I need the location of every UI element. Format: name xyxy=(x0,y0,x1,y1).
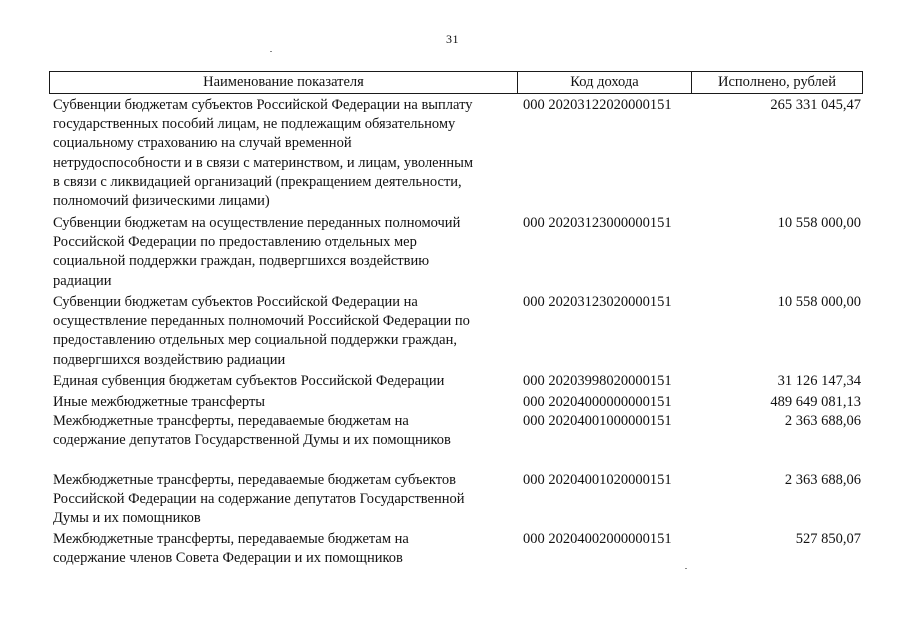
row-executed-amount: 31 126 147,34 xyxy=(777,373,861,389)
row-income-code: 000 20203998020000151 xyxy=(523,373,672,389)
row-income-code: 000 20203123020000151 xyxy=(523,294,672,310)
row-income-code: 000 20204002000000151 xyxy=(523,531,672,547)
header-code-column: Код дохода xyxy=(518,72,692,93)
row-indicator-name: Иные межбюджетные трансферты xyxy=(53,394,266,410)
row-income-code: 000 20204001000000151 xyxy=(523,413,672,429)
row-income-code: 000 20203123000000151 xyxy=(523,215,672,231)
row-indicator-name: Субвенции бюджетам на осуществление переданных полномочий Российской Федерации по предоставлению отдельных мер социальной поддержки граждан, подвергшихся воздействию радиации xyxy=(53,215,461,289)
row-indicator-name: Субвенции бюджетам субъектов Российской Федерации на осуществление переданных полномочий Российской Федерации по предоставлению отдельных мер социальной поддержки граждан, подвергшихся воздействию радиации xyxy=(53,294,470,368)
header-name-column: Наименование показателя xyxy=(50,72,518,93)
row-income-code: 000 20204000000000151 xyxy=(523,394,672,410)
row-income-code: 000 20203122020000151 xyxy=(523,97,672,113)
row-executed-amount: 527 850,07 xyxy=(795,531,861,547)
row-indicator-name: Межбюджетные трансферты, передаваемые бюджетам субъектов Российской Федерации на содержание депутатов Государственной Думы и их помощников xyxy=(53,472,465,527)
row-executed-amount: 10 558 000,00 xyxy=(777,294,861,310)
scan-speck xyxy=(685,568,687,569)
scan-speck xyxy=(270,51,272,52)
row-executed-amount: 2 363 688,06 xyxy=(784,472,861,488)
page-number: 31 xyxy=(446,32,459,46)
row-indicator-name: Субвенции бюджетам субъектов Российской Федерации на выплату государственных пособий лицам, не подлежащим обязательному социальному страхованию на случай временной нетрудоспособности и в связи с материнством, и лицам, уволенным в связи с ликвидацией организаций (прекращением деятельности, полномочий физическими лицами) xyxy=(53,97,474,210)
row-indicator-name: Единая субвенция бюджетам субъектов Российской Федерации xyxy=(53,373,445,389)
row-executed-amount: 2 363 688,06 xyxy=(784,413,861,429)
table-header xyxy=(49,71,863,94)
row-executed-amount: 10 558 000,00 xyxy=(777,215,861,231)
row-indicator-name: Межбюджетные трансферты, передаваемые бюджетам на содержание членов Совета Федерации и их помощников xyxy=(53,531,409,567)
row-executed-amount: 489 649 081,13 xyxy=(770,394,861,410)
row-executed-amount: 265 331 045,47 xyxy=(770,97,861,113)
row-indicator-name: Межбюджетные трансферты, передаваемые бюджетам на содержание депутатов Государственной Думы и их помощников xyxy=(53,413,451,449)
row-income-code: 000 20204001020000151 xyxy=(523,472,672,488)
header-executed-column: Исполнено, рублей xyxy=(718,74,836,90)
